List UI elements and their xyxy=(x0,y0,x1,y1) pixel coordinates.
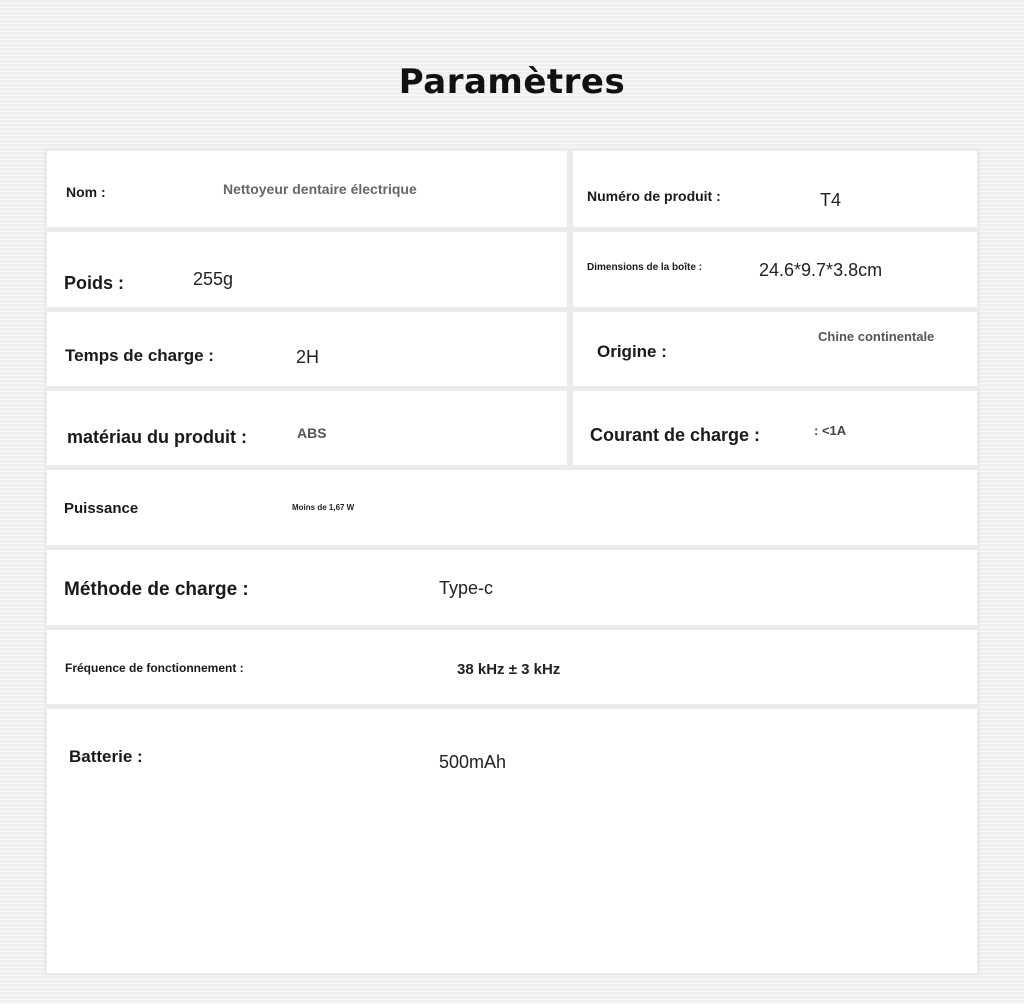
spec-label: matériau du produit : xyxy=(67,427,247,447)
spec-value: 38 kHz ± 3 kHz xyxy=(457,661,561,678)
spec-label: Temps de charge : xyxy=(65,346,214,365)
spec-cell-frequence xyxy=(47,630,977,704)
spec-cell-materiau xyxy=(47,391,567,465)
specifications-table xyxy=(45,149,979,975)
spec-label: Courant de charge : xyxy=(590,425,761,445)
spec-label: Fréquence de fonctionnement : xyxy=(65,661,244,675)
spec-value: 24.6*9.7*3.8cm xyxy=(759,260,883,280)
spec-value: Chine continentale xyxy=(818,329,935,344)
spec-cell-batterie xyxy=(47,709,977,973)
spec-label: Méthode de charge : xyxy=(64,579,249,600)
spec-value: Type-c xyxy=(439,578,494,598)
spec-cell-dimensions xyxy=(573,232,977,307)
spec-label: Dimensions de la boîte : xyxy=(587,262,703,273)
spec-label: Puissance xyxy=(64,500,139,517)
spec-value: 2H xyxy=(296,347,320,367)
spec-value: T4 xyxy=(820,190,842,210)
spec-value: : <1A xyxy=(814,423,847,438)
spec-cell-origine xyxy=(573,312,977,386)
spec-label: Nom : xyxy=(66,184,106,200)
spec-label: Batterie : xyxy=(69,747,143,766)
spec-cell-puissance xyxy=(47,470,977,545)
spec-cell-courant xyxy=(573,391,977,465)
spec-value: 255g xyxy=(193,269,234,289)
spec-label: Origine : xyxy=(597,342,667,361)
spec-value: 500mAh xyxy=(439,752,507,772)
spec-cell-temps-charge xyxy=(47,312,567,386)
spec-label: Numéro de produit : xyxy=(587,188,721,204)
spec-value: Moins de 1,67 W xyxy=(292,503,355,512)
spec-cell-nom xyxy=(47,151,567,227)
spec-cell-poids xyxy=(47,232,567,307)
page-title: Paramètres xyxy=(398,62,626,102)
spec-label: Poids : xyxy=(64,273,125,293)
spec-value: ABS xyxy=(297,425,327,441)
spec-cell-numero-produit xyxy=(573,151,977,227)
spec-value: Nettoyeur dentaire électrique xyxy=(223,181,417,197)
spec-cell-methode xyxy=(47,550,977,625)
